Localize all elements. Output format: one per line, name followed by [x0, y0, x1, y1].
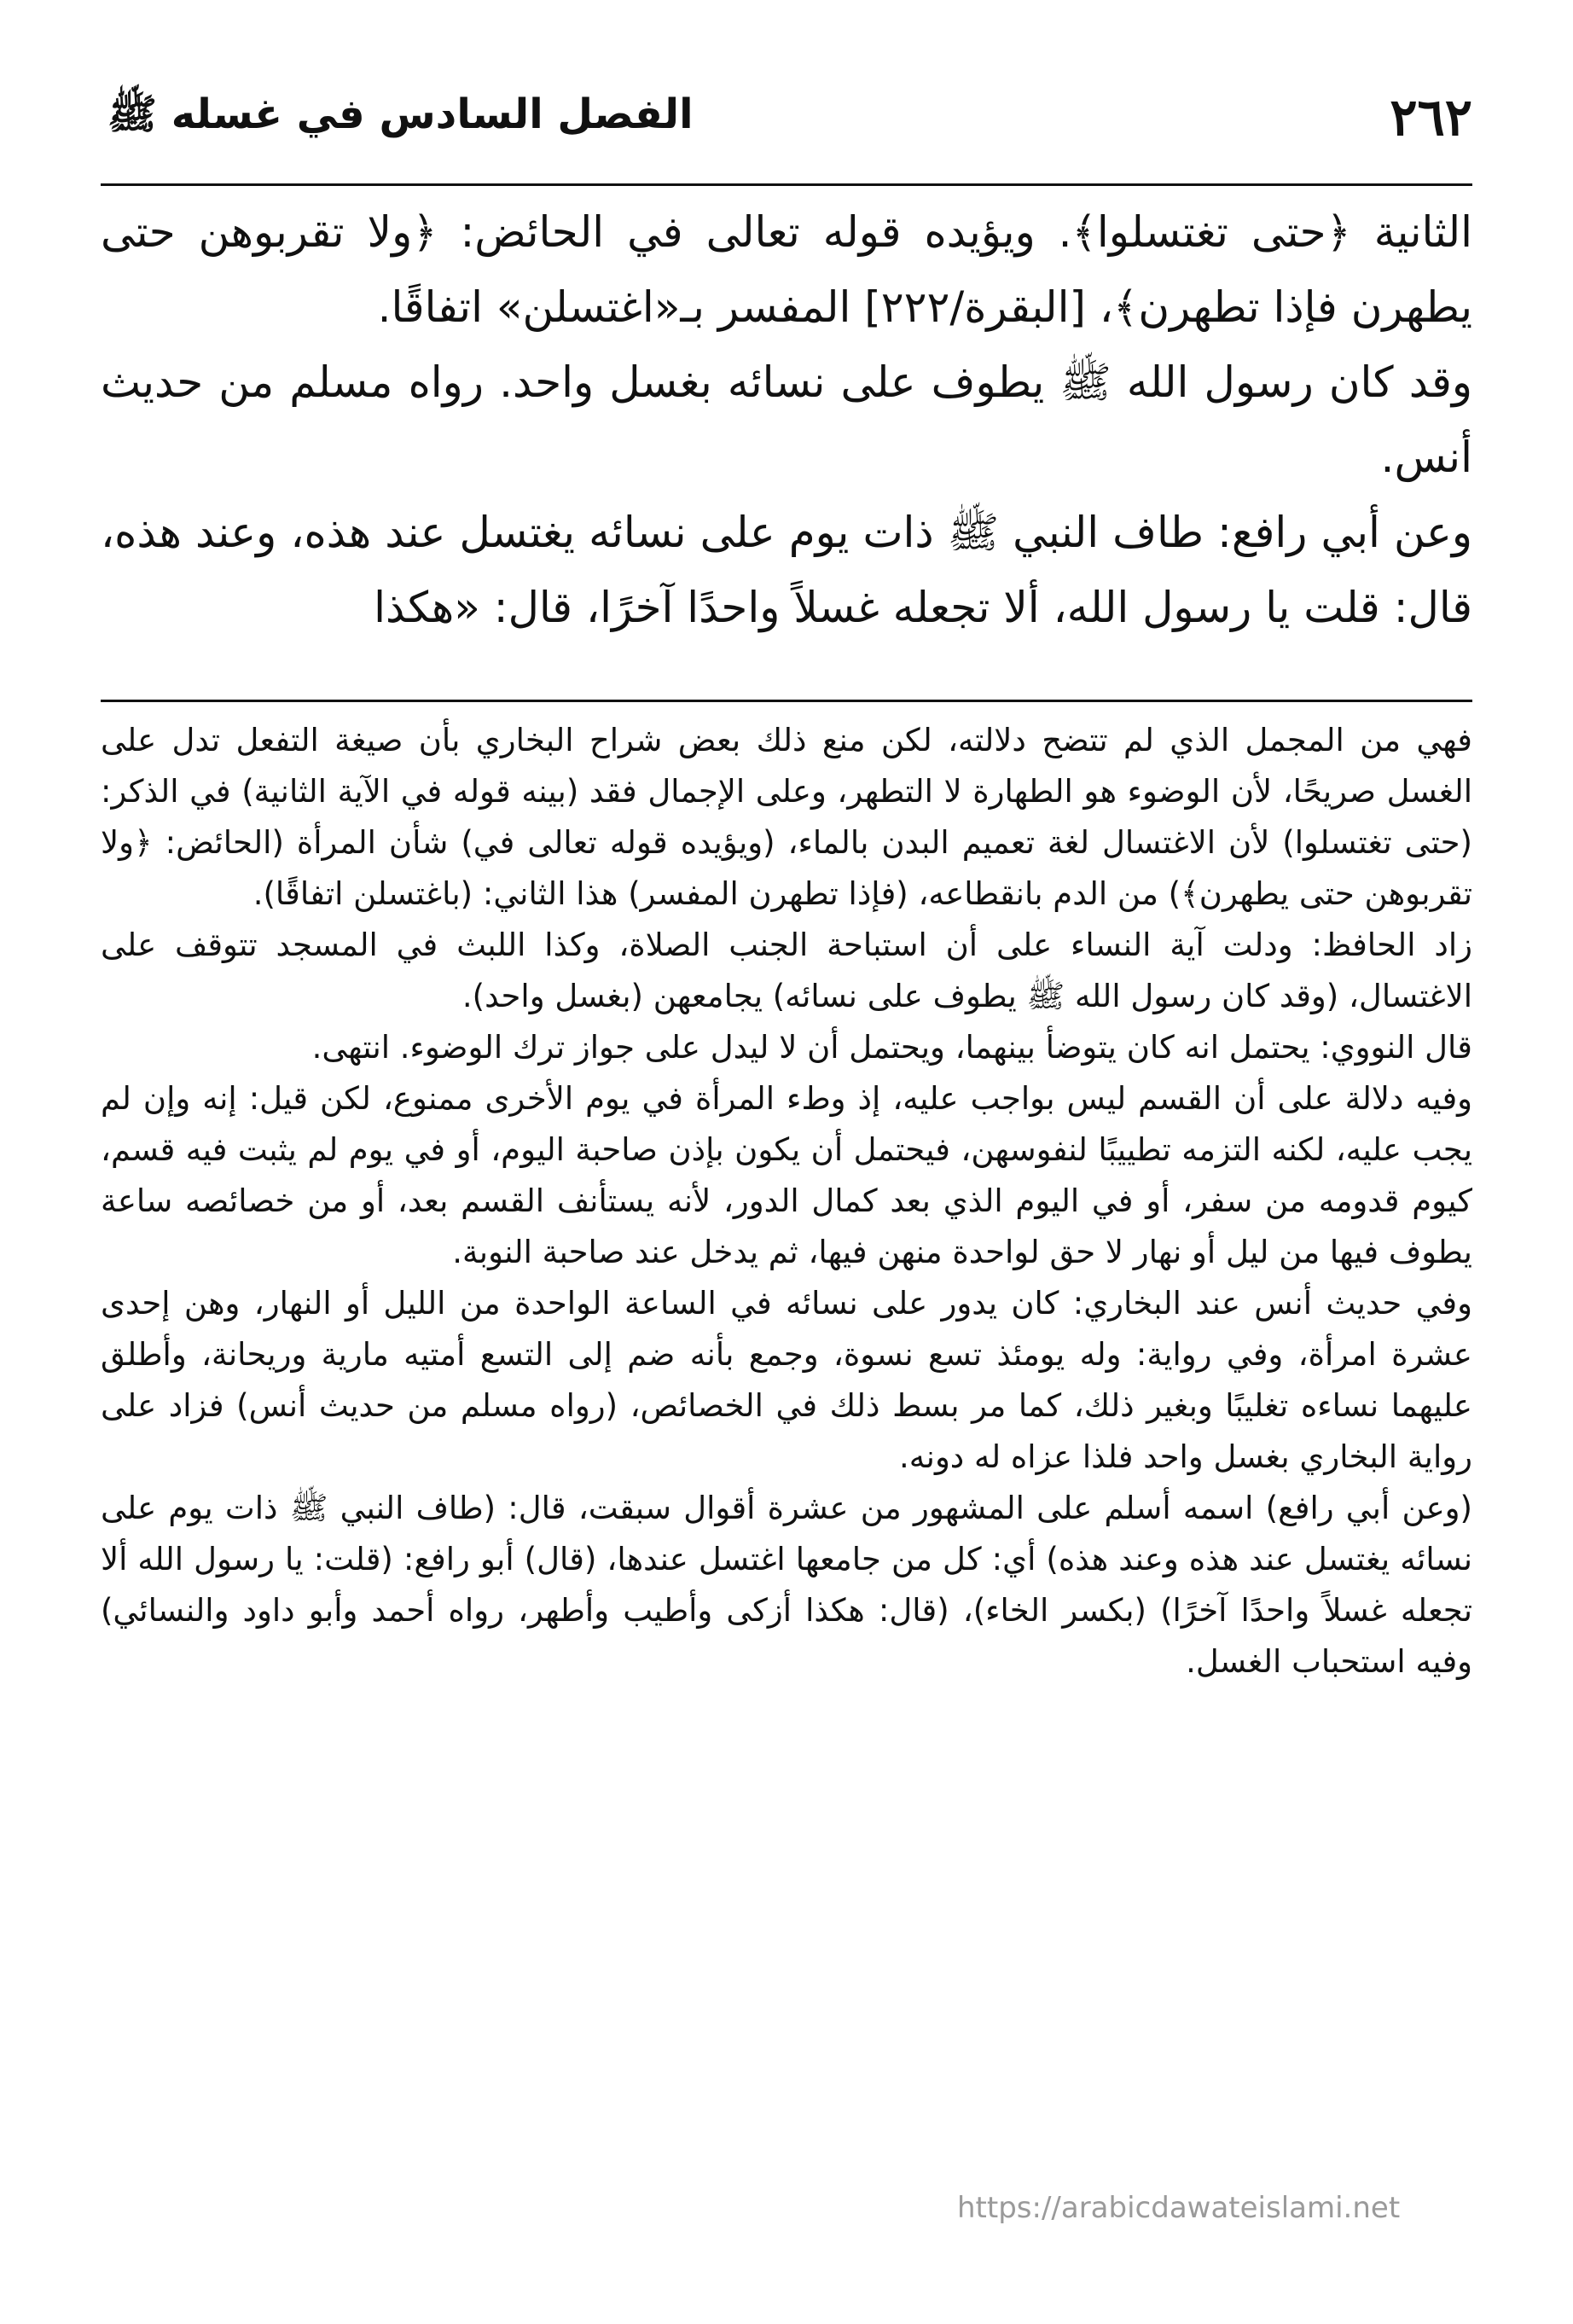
- commentary-text: [101, 715, 1472, 1688]
- commentary-paragraph: وفي حديث أنس عند البخاري: كان يدور على نسائه في الساعة الواحدة من الليل أو النهار، وهن إحدى عشرة امرأة، وفي رواية: وله يومئذ تسع نسوة، وجمع بأنه ضم إلى التسع أمتيه مارية وريحانة، وأطلق عليهما نساءه تغليبًا وبغير ذلك، كما مر بسط ذلك في الخصائص، (رواه مسلم من حديث أنس) فزاد على رواية البخاري بغسل واحد فلذا عزاه له دونه.: [101, 1285, 1472, 1475]
- main-text: [101, 195, 1472, 645]
- page-number: ٢٦٢: [1390, 88, 1472, 148]
- main-paragraph: وقد كان رسول الله ﷺ يطوف على نسائه بغسل واحد. رواه مسلم من حديث أنس.: [101, 357, 1472, 482]
- commentary-paragraph: فهي من المجمل الذي لم تتضح دلالته، لكن منع ذلك بعض شراح البخاري بأن صيغة التفعل تدل على الغسل صريحًا، لأن الوضوء هو الطهارة لا التطهر، وعلى الإجمال فقد (بينه قوله في الآية الثانية) في الذكر: (حتى تغتسلوا) لأن الاغتسال لغة تعميم البدن بالماء، (ويؤيده قوله تعالى في) شأن المرأة (الحائض: ﴿ولا تقربوهن حتى يطهرن﴾) من الدم بانقطاعه، (فإذا تطهرن المفسر) هذا الثاني: (باغتسلن اتفاقًا).: [101, 722, 1472, 912]
- commentary-divider: [101, 700, 1472, 702]
- chapter-title: الفصل السادس في غسله ﷺ: [107, 90, 694, 138]
- commentary-paragraph: وفيه دلالة على أن القسم ليس بواجب عليه، إذ وطء المرأة في يوم الأخرى ممنوع، لكن قيل: إنه وإن لم يجب عليه، لكنه التزمه تطييبًا لنفوسهن، فيحتمل أن يكون بإذن صاحبة اليوم، أو في يوم لم يثبت فيه قسم، كيوم قدومه من سفر، أو في اليوم الذي بعد كمال الدور، لأنه يستأنف القسم بعد، أو من خصائصه ساعة يطوف فيها من ليل أو نهار لا حق لواحدة منهن فيها، ثم يدخل عند صاحبة النوبة.: [101, 1080, 1472, 1270]
- header-divider: [101, 183, 1472, 186]
- commentary-paragraph: زاد الحافظ: ودلت آية النساء على أن استباحة الجنب الصلاة، وكذا اللبث في المسجد تتوقف على الاغتسال، (وقد كان رسول الله ﷺ يطوف على نسائه) يجامعهن (بغسل واحد).: [101, 927, 1472, 1014]
- main-paragraph: وعن أبي رافع: طاف النبي ﷺ ذات يوم على نسائه يغتسل عند هذه، وعند هذه، قال: قلت يا رسول الله، ألا تجعله غسلاً واحدًا آخرًا، قال: «هكذا: [101, 508, 1472, 632]
- commentary-paragraph: قال النووي: يحتمل انه كان يتوضأ بينهما، ويحتمل أن لا ليدل على جواز ترك الوضوء. انتهى.: [311, 1029, 1472, 1066]
- commentary-paragraph: (وعن أبي رافع) اسمه أسلم على المشهور من عشرة أقوال سبقت، قال: (طاف النبي ﷺ ذات يوم على نسائه يغتسل عند هذه وعند هذه) أي: كل من جامعها اغتسل عندها، (قال) أبو رافع: (قلت: يا رسول الله ألا تجعله غسلاً واحدًا آخرًا) (بكسر الخاء)، (قال: هكذا أزكى وأطيب وأطهر، رواه أحمد وأبو داود والنسائي) وفيه استحباب الغسل.: [101, 1490, 1472, 1680]
- main-paragraph: الثانية ﴿حتى تغتسلوا﴾. ويؤيده قوله تعالى في الحائض: ﴿ولا تقربوهن حتى يطهرن فإذا تطهرن﴾، [البقرة/٢٢٢] المفسر بـ«اغتسلن» اتفاقًا.: [101, 207, 1472, 332]
- watermark-url: https://arabicdawateislami.net: [957, 2191, 1401, 2225]
- page-header: [101, 81, 1472, 158]
